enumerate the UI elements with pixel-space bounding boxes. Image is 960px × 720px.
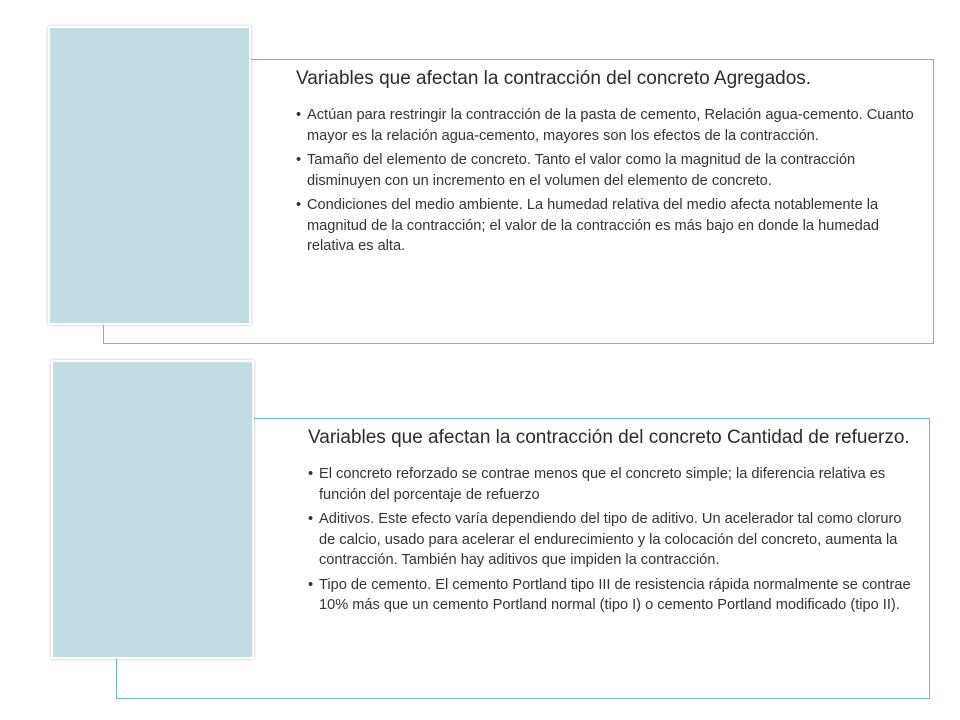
card-1-content [296,66,924,261]
list-item: • Aditivos. Este efecto varía dependiendo del tipo de aditivo. Un acelerador tal como cloruro de calcio, usado para acelerar el endurecimiento y la colocación del concreto, aumenta la contracción. También hay aditivos que impiden la contracción. [308,509,913,571]
card-2-heading: Variables que afectan la contracción del concreto Cantidad de refuerzo. [308,427,910,448]
card-1-heading: Variables que afectan la contracción del concreto Agregados. [296,68,812,89]
list-item: • Actúan para restringir la contracción de la pasta de cemento, Relación agua-cemento. Cuanto mayor es la relación agua-cemento, mayores son los efectos de la contracción. [296,105,924,146]
card-1-bullet-list [296,105,924,257]
list-item: • El concreto reforzado se contrae menos que el concreto simple; la diferencia relativa es función del porcentaje de refuerzo [308,464,913,505]
card-2-bullet-list [308,464,913,616]
card-2-accent-block [51,360,254,659]
card-2-content [308,425,913,620]
list-item: • Condiciones del medio ambiente. La humedad relativa del medio afecta notablemente la magnitud de la contracción; el valor de la contracción es más bajo en donde la humedad relativa es alta. [296,195,924,257]
card-1-accent-block [48,26,251,325]
list-item: • Tipo de cemento. El cemento Portland tipo III de resistencia rápida normalmente se contrae 10% más que un cemento Portland normal (tipo I) o cemento Portland modificado (tipo II). [308,575,913,616]
list-item: • Tamaño del elemento de concreto. Tanto el valor como la magnitud de la contracción disminuyen con un incremento en el volumen del elemento de concreto. [296,150,924,191]
